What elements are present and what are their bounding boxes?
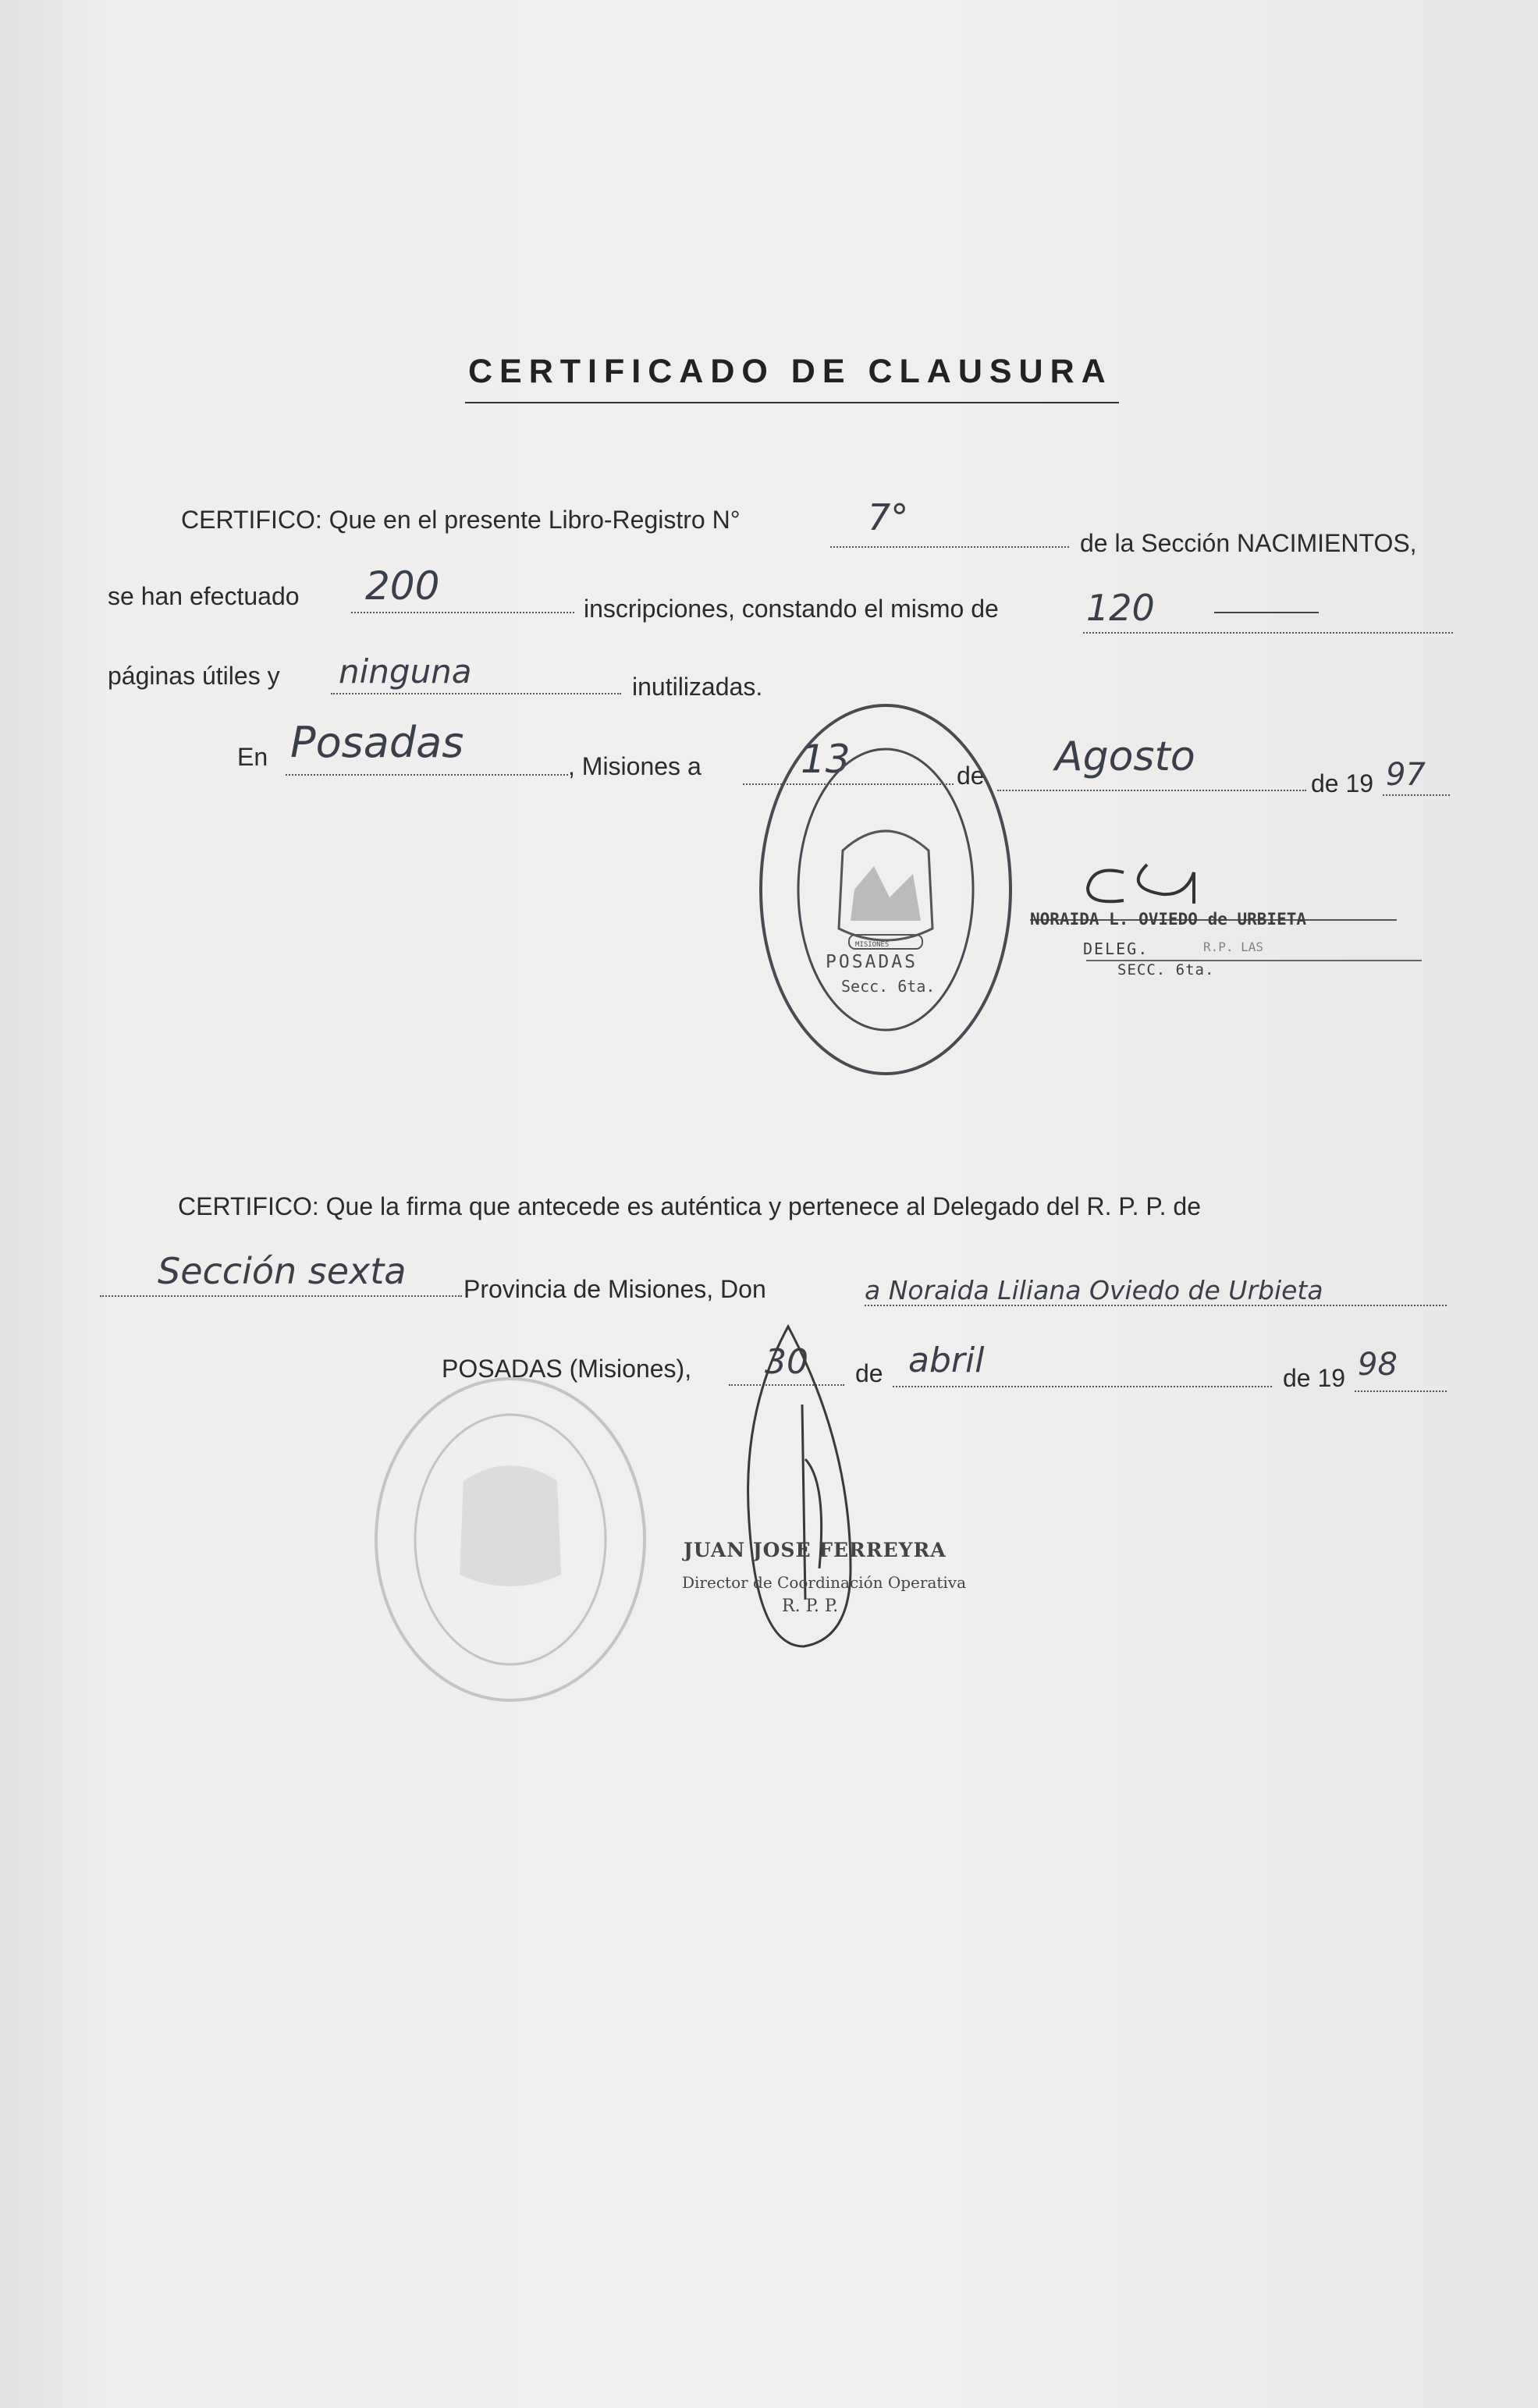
title-underline — [465, 402, 1119, 403]
dotted-leader — [331, 693, 621, 694]
certifico-line-1: CERTIFICO: Que en el presente Libro-Registro N° — [181, 506, 741, 534]
handwritten-libro-number: 7° — [868, 496, 909, 538]
stamp-secc: Secc. 6ta. — [841, 977, 936, 996]
handwritten-lugar: Posadas — [290, 718, 464, 767]
de19-text-2: de 19 — [1283, 1364, 1346, 1392]
de19-text: de 19 — [1311, 769, 1374, 797]
delegate-name: NORAIDA L. OVIEDO de URBIETA — [1030, 910, 1307, 929]
handwritten-seccion: Sección sexta — [158, 1250, 407, 1292]
handwritten-paginas: 120 — [1086, 587, 1155, 629]
official-stamp — [757, 694, 1014, 1085]
dotted-leader — [351, 612, 574, 613]
handwritten-nombre: a Noraida Liliana Oviedo de Urbieta — [865, 1275, 1323, 1305]
seccion-text: de la Sección NACIMIENTOS, — [1080, 529, 1417, 557]
dotted-leader — [100, 1295, 462, 1297]
director-title: Director de Coordinación Operativa — [682, 1573, 967, 1592]
inscripciones-text: inscripciones, constando el mismo de — [584, 595, 999, 623]
stamp-shield-label: MISIONES — [855, 941, 890, 949]
paginas-text: páginas útiles y — [108, 662, 280, 690]
handwritten-mes: Agosto — [1055, 733, 1195, 780]
handwritten-dia-2: 30 — [765, 1342, 808, 1382]
de-text: de — [957, 762, 985, 790]
dotted-leader — [1355, 1390, 1447, 1392]
dotted-leader — [893, 1386, 1272, 1387]
delegate-secc: SECC. 6ta. — [1117, 961, 1215, 978]
handwritten-dash — [1214, 612, 1319, 613]
director-org: R. P. P. — [782, 1596, 839, 1616]
handwritten-inscripciones: 200 — [365, 563, 440, 609]
handwritten-dia: 13 — [801, 737, 851, 782]
inutilizadas-text: inutilizadas. — [632, 673, 763, 701]
delegate-rpp: R.P. LAS — [1203, 939, 1264, 954]
director-name: JUAN JOSE FERREYRA — [684, 1539, 947, 1561]
misiones-text: , Misiones a — [568, 752, 702, 780]
dotted-leader — [286, 774, 568, 776]
dotted-leader — [1383, 794, 1450, 796]
efectuado-text: se han efectuado — [108, 582, 300, 610]
dotted-leader — [997, 790, 1306, 791]
dotted-leader — [1083, 632, 1453, 634]
certificate-title: CERTIFICADO DE CLAUSURA — [468, 353, 1113, 390]
stamp-city: POSADAS — [826, 952, 918, 972]
posadas-text: POSADAS (Misiones), — [442, 1355, 692, 1383]
en-text: En — [237, 743, 268, 771]
faded-stamp — [370, 1372, 651, 1707]
handwritten-anio: 97 — [1386, 757, 1426, 793]
dotted-leader — [830, 546, 1069, 548]
certifico-line-2: CERTIFICO: Que la firma que antecede es auténtica y pertenece al Delegado del R. P. P. de — [178, 1192, 1201, 1220]
handwritten-anio-2: 98 — [1358, 1347, 1398, 1383]
delegate-role: DELEG. — [1083, 939, 1149, 958]
provincia-text: Provincia de Misiones, Don — [464, 1275, 766, 1303]
handwritten-mes-2: abril — [908, 1341, 985, 1380]
de-text-2: de — [855, 1359, 883, 1387]
handwritten-inutilizadas: ninguna — [339, 652, 472, 691]
